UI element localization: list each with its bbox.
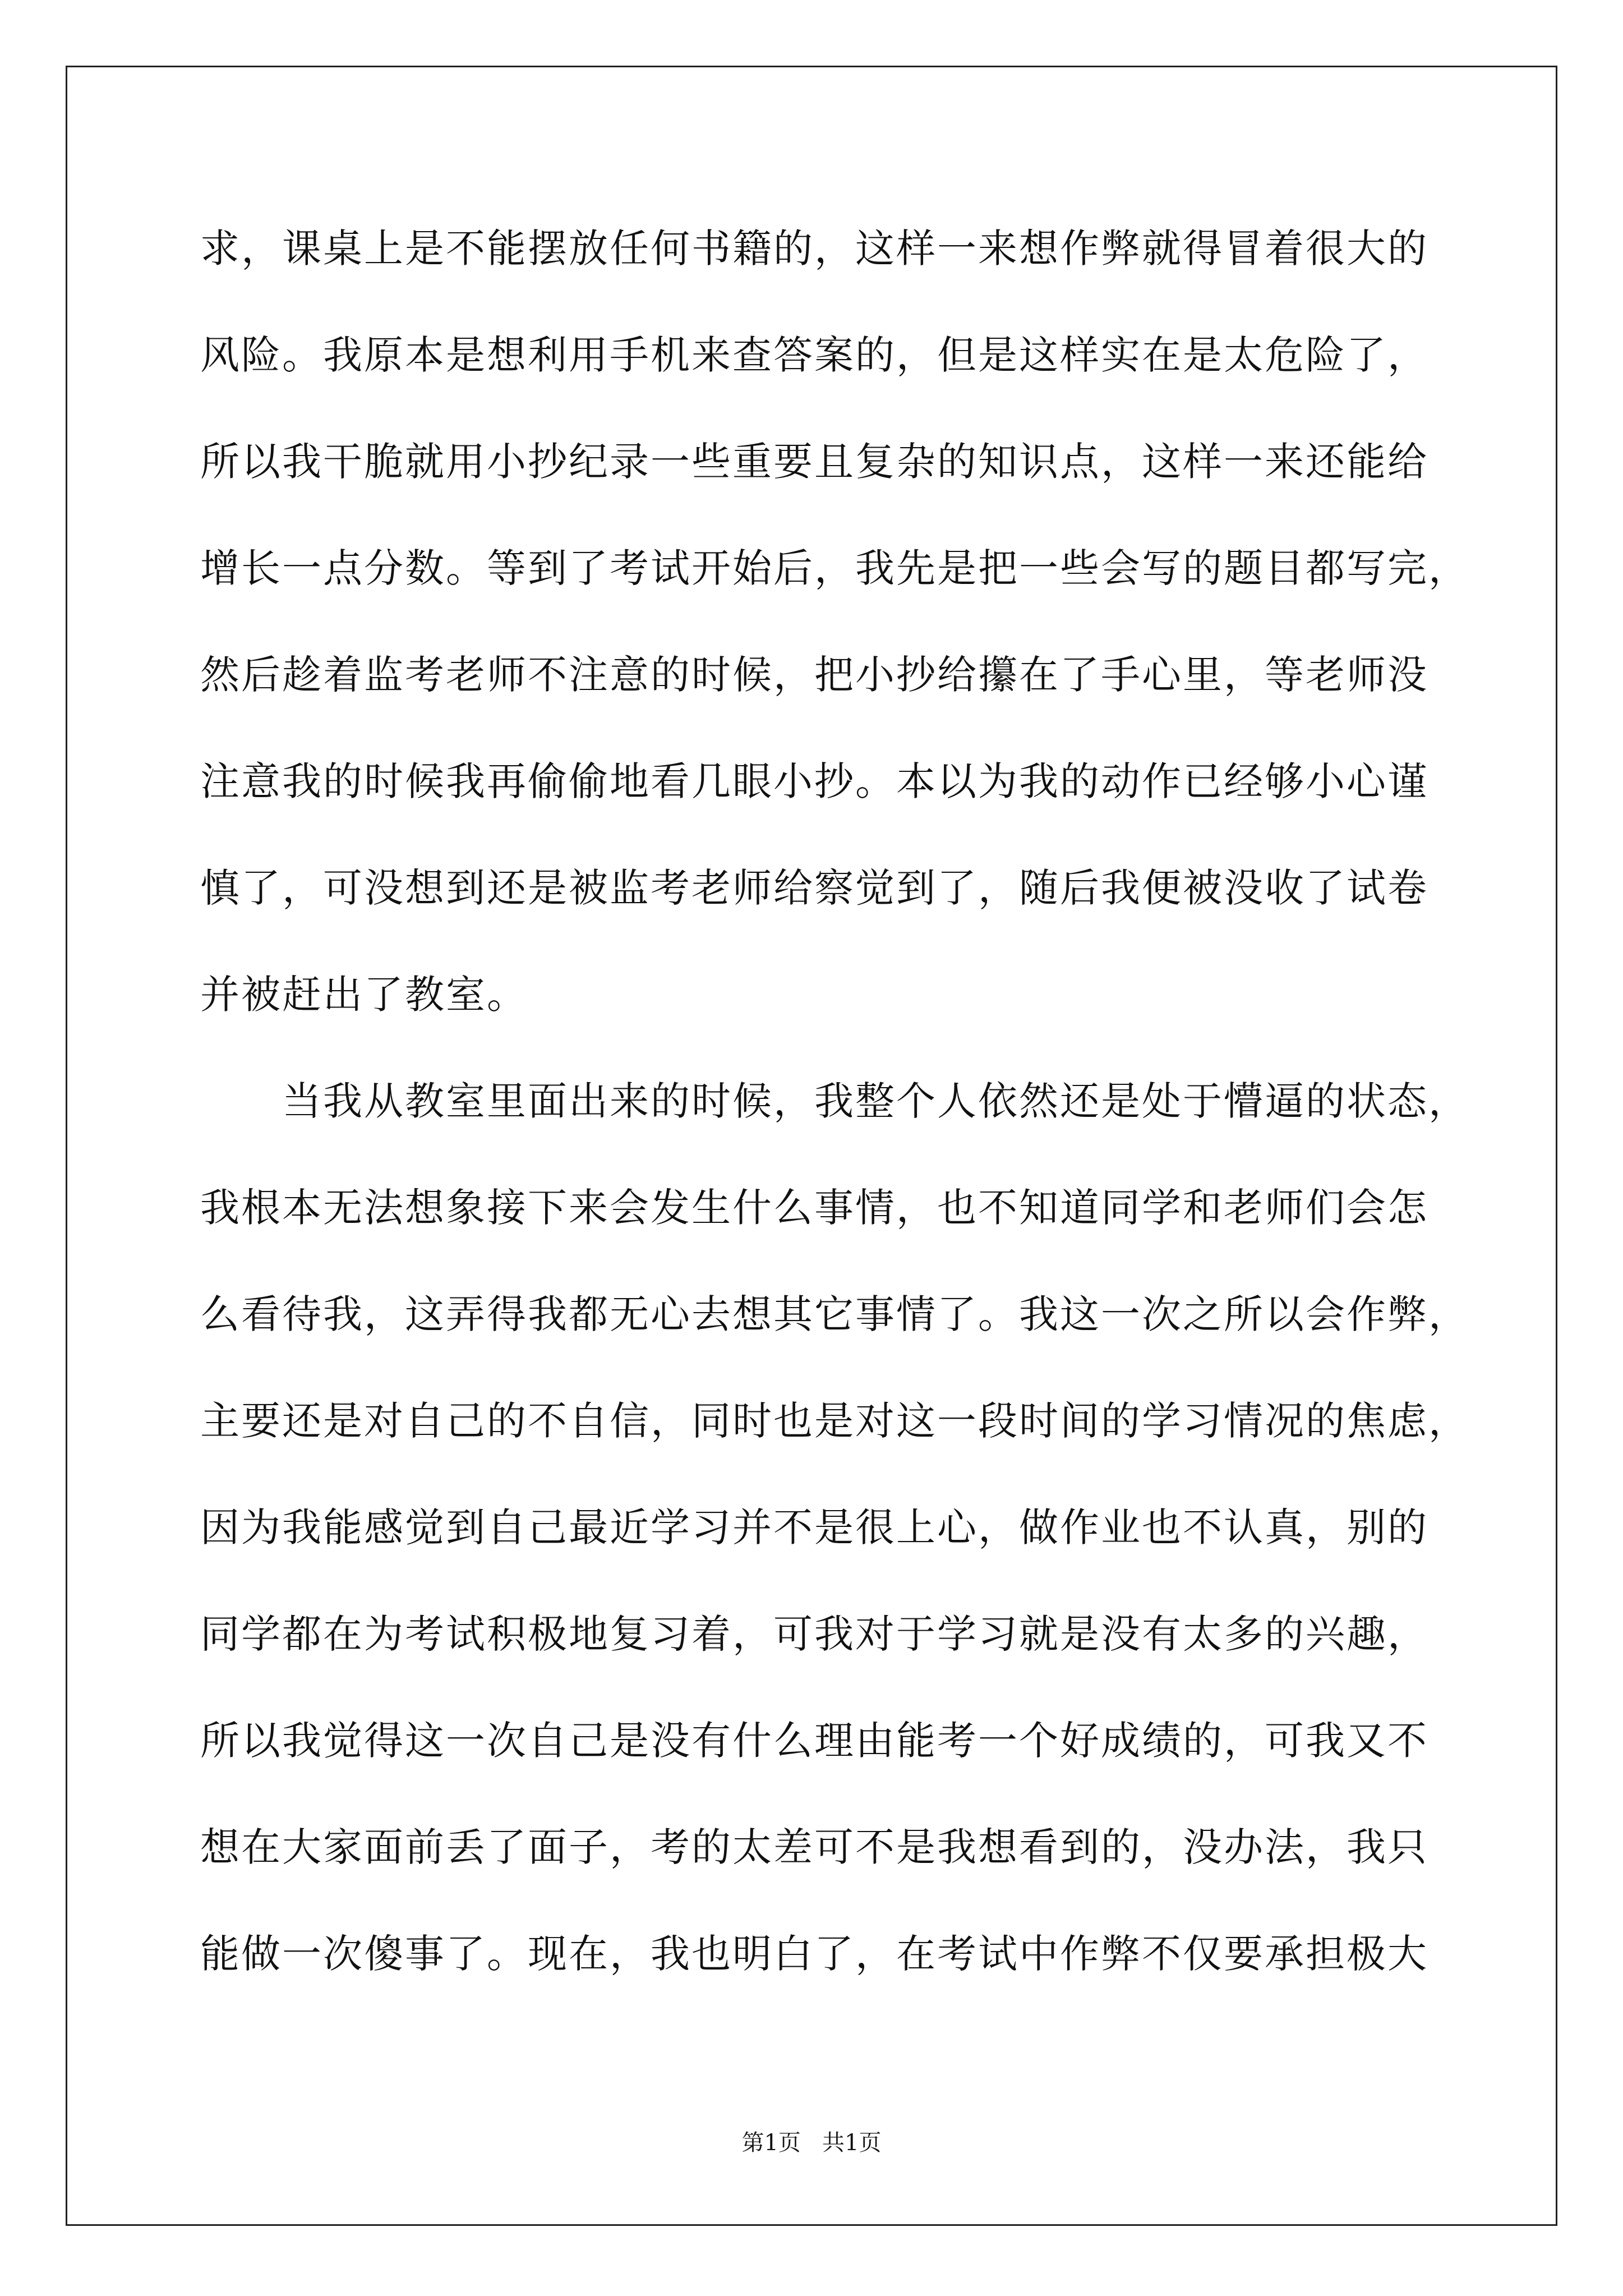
text-line: 所以我觉得这一次自己是没有什么理由能考一个好成绩的，可我又不 <box>200 1718 1428 1764</box>
text-line: 当我从教室里面出来的时候，我整个人依然还是处于懵逼的状态， <box>282 1078 1469 1124</box>
text-line: 求，课桌上是不能摆放任何书籍的，这样一来想作弊就得冒着很大的 <box>200 226 1428 272</box>
text-line: 所以我干脆就用小抄纪录一些重要且复杂的知识点，这样一来还能给 <box>200 439 1428 485</box>
text-line: 同学都在为考试积极地复习着，可我对于学习就是没有太多的兴趣， <box>200 1611 1428 1657</box>
text-line: 因为我能感觉到自己最近学习并不是很上心，做作业也不认真，别的 <box>200 1504 1428 1550</box>
text-line: 并被赶出了教室。 <box>200 972 528 1018</box>
text-line: 我根本无法想象接下来会发生什么事情，也不知道同学和老师们会怎 <box>200 1185 1428 1231</box>
text-line: 主要还是对自己的不自信，同时也是对这一段时间的学习情况的焦虑， <box>200 1398 1469 1444</box>
text-line: 增长一点分数。等到了考试开始后，我先是把一些会写的题目都写完， <box>200 545 1469 591</box>
text-line: 么看待我，这弄得我都无心去想其它事情了。我这一次之所以会作弊， <box>200 1291 1469 1337</box>
text-line: 然后趁着监考老师不注意的时候，把小抄给攥在了手心里，等老师没 <box>200 652 1428 698</box>
paragraph-2 <box>200 1048 1507 2007</box>
paragraph-1 <box>200 195 1507 1048</box>
text-line: 能做一次傻事了。现在，我也明白了，在考试中作弊不仅要承担极大 <box>200 1931 1428 1977</box>
page-number-footer: 第1页 共1页 <box>741 2130 882 2156</box>
text-line: 想在大家面前丢了面子，考的太差可不是我想看到的，没办法，我只 <box>200 1824 1428 1870</box>
text-line: 风险。我原本是想利用手机来查答案的，但是这样实在是太危险了， <box>200 332 1428 378</box>
text-line: 注意我的时候我再偷偷地看几眼小抄。本以为我的动作已经够小心谨 <box>200 758 1428 804</box>
document-body <box>200 195 1507 2007</box>
text-line: 慎了，可没想到还是被监考老师给察觉到了，随后我便被没收了试卷 <box>200 865 1428 911</box>
